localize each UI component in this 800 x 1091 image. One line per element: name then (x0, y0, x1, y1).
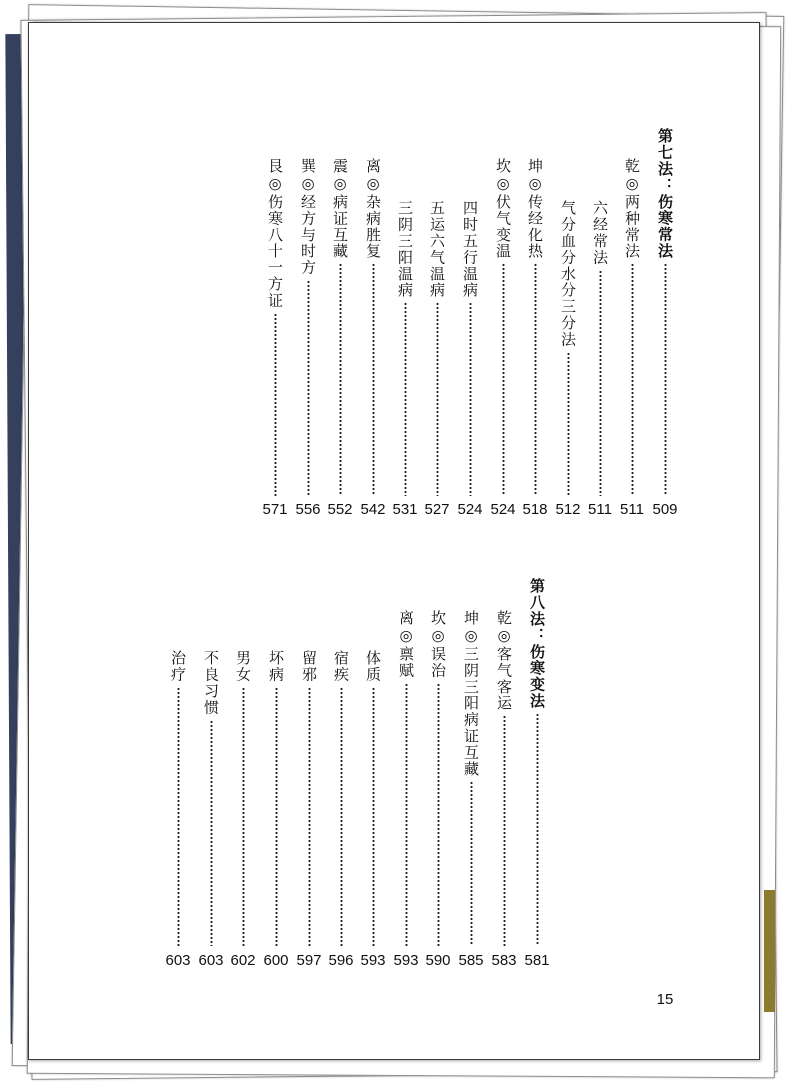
toc-page-number: 512 (555, 501, 581, 518)
toc-entry (361, 158, 385, 496)
toc-entry (328, 158, 352, 496)
toc-page-number: 581 (524, 952, 550, 969)
dot-leader (469, 302, 472, 496)
dot-leader (274, 313, 277, 496)
toc-subentry-label: 三阴三阳温病 (396, 200, 414, 299)
toc-entry (620, 158, 644, 496)
dot-leader (372, 687, 375, 946)
toc-section-heading (653, 128, 677, 496)
toc-subentry-label: 留邪 (300, 650, 318, 683)
toc-entry-label: 震◎病证互藏 (331, 158, 349, 260)
toc-entry-label: 巽◎经方与时方 (299, 158, 317, 276)
folio-page-number: 15 (656, 991, 674, 1008)
toc-entry (492, 610, 516, 946)
toc-page-number: 509 (652, 501, 678, 518)
dot-leader (436, 302, 439, 496)
toc-subentry-label: 四时五行温病 (461, 200, 479, 299)
toc-page-number: 603 (198, 952, 224, 969)
toc-entry-label: 坤◎传经化热 (526, 158, 544, 260)
toc-page-number: 571 (262, 501, 288, 518)
toc-subentry-label: 气分血分水分三分法 (559, 200, 577, 348)
toc-page-number: 597 (296, 952, 322, 969)
toc-page-number: 556 (295, 501, 321, 518)
toc-page-number: 583 (491, 952, 517, 969)
dot-leader (631, 263, 634, 496)
toc-page-number: 603 (165, 952, 191, 969)
dot-leader (664, 263, 667, 496)
dot-leader (470, 781, 473, 946)
toc-heading-label: 第七法：伤寒常法 (656, 128, 674, 260)
toc-page-number: 531 (392, 501, 418, 518)
toc-subentry (199, 650, 223, 946)
toc-page-number: 602 (230, 952, 256, 969)
toc-subentry-label: 不良习惯 (202, 650, 220, 716)
toc-subentry-label: 宿疾 (332, 650, 350, 683)
toc-page-number: 511 (588, 501, 612, 518)
dot-leader (275, 687, 278, 946)
toc-section-heading (525, 578, 549, 946)
toc-entry-label: 离◎禀赋 (397, 610, 415, 679)
toc-page-number: 596 (328, 952, 354, 969)
dot-leader (536, 713, 539, 946)
toc-heading-label: 第八法：伤寒变法 (528, 578, 546, 710)
toc-page-number: 593 (360, 952, 386, 969)
toc-subentry-label: 五运六气温病 (428, 200, 446, 299)
dot-leader (503, 715, 506, 946)
dot-leader (404, 302, 407, 496)
dot-leader (340, 687, 343, 946)
toc-entry-label: 乾◎两种常法 (623, 158, 641, 260)
toc-subentry-label: 治疗 (169, 650, 187, 683)
dot-leader (308, 687, 311, 946)
toc-page-number: 527 (424, 501, 450, 518)
toc-subentry (458, 200, 482, 496)
toc-entry (296, 158, 320, 496)
dot-leader (502, 263, 505, 496)
toc-entry-label: 坎◎误治 (429, 610, 447, 679)
toc-page-number: 542 (360, 501, 386, 518)
toc-page-number: 585 (458, 952, 484, 969)
toc-entry-label: 坤◎三阴三阳病证互藏 (462, 610, 480, 777)
toc-subentry (588, 200, 612, 496)
dot-leader (339, 263, 342, 496)
toc-subentry (361, 650, 385, 946)
toc-entry-label: 坎◎伏气变温 (494, 158, 512, 260)
toc-subentry (556, 200, 580, 496)
dot-leader (372, 263, 375, 496)
toc-subentry (329, 650, 353, 946)
toc-subentry-label: 六经常法 (591, 200, 609, 266)
toc-subentry-label: 坏病 (267, 650, 285, 683)
toc-page-number: 524 (457, 501, 483, 518)
toc-entry (491, 158, 515, 496)
toc-subentry (166, 650, 190, 946)
toc-entry (459, 610, 483, 946)
dot-leader (567, 352, 570, 496)
toc-page-number: 552 (327, 501, 353, 518)
dot-leader (210, 720, 213, 946)
dot-leader (599, 270, 602, 496)
toc-entry (523, 158, 547, 496)
toc-page-number: 511 (620, 501, 644, 518)
toc-entry-label: 艮◎伤寒八十一方证 (266, 158, 284, 309)
dot-leader (405, 683, 408, 946)
toc-subentry (425, 200, 449, 496)
toc-page-number: 600 (263, 952, 289, 969)
toc-entry (426, 610, 450, 946)
dot-leader (307, 280, 310, 496)
toc-subentry-label: 体质 (364, 650, 382, 683)
dot-leader (242, 687, 245, 946)
toc-page-number: 593 (393, 952, 419, 969)
toc-page-number: 524 (490, 501, 516, 518)
toc-entry-label: 乾◎客气客运 (495, 610, 513, 712)
toc-subentry (264, 650, 288, 946)
toc-entry (394, 610, 418, 946)
toc-page-number: 518 (522, 501, 548, 518)
toc-page-number: 590 (425, 952, 451, 969)
toc-subentry (231, 650, 255, 946)
toc-entry (263, 158, 287, 496)
toc-subentry (393, 200, 417, 496)
dot-leader (534, 263, 537, 496)
dot-leader (437, 683, 440, 946)
dot-leader (177, 687, 180, 946)
toc-subentry-label: 男女 (234, 650, 252, 683)
toc-entry-label: 离◎杂病胜复 (364, 158, 382, 260)
toc-subentry (297, 650, 321, 946)
